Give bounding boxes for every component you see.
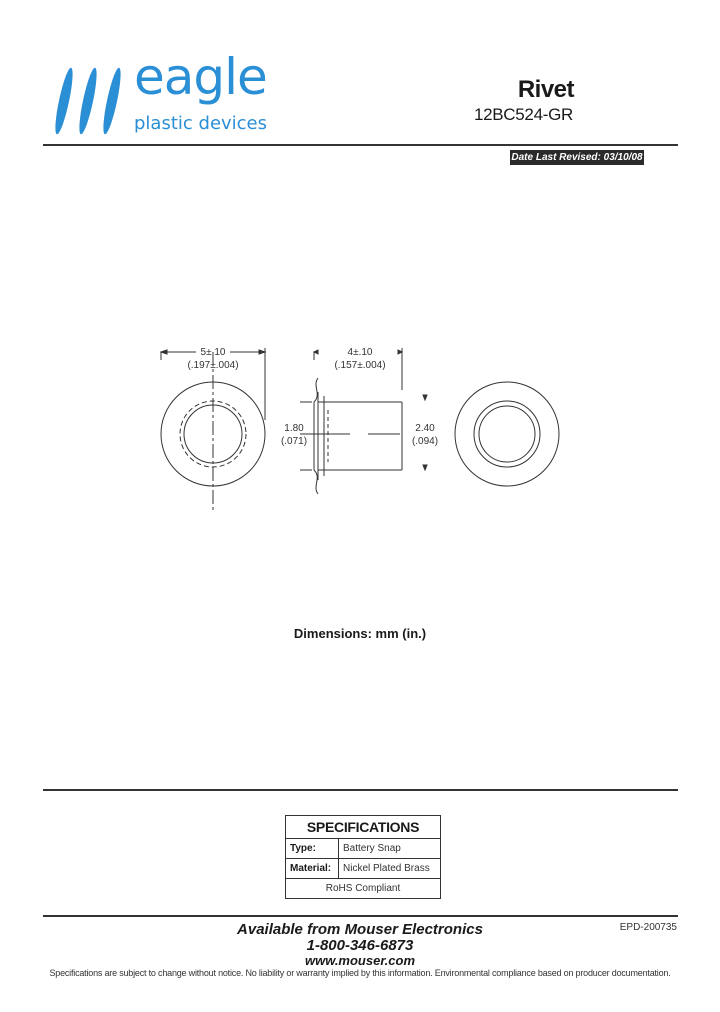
page-title: Rivet [517, 76, 574, 103]
revised-badge [510, 150, 644, 165]
brand-tagline: plastic devices [134, 113, 268, 134]
spec-value: Battery Snap [343, 843, 401, 854]
dimensions-caption: Dimensions: mm (in.) [293, 626, 427, 641]
outer-dim-label: 5±.10 [200, 347, 226, 358]
inner-dim-label: 1.80 [284, 423, 304, 434]
specifications-heading: SPECIFICATIONS [286, 816, 440, 839]
spec-row-material [286, 859, 440, 879]
availability-text: Available from Mouser Electronics [237, 921, 483, 938]
length-dim-label: 4±.10 [347, 347, 373, 358]
disclaimer-text: Specifications are subject to change without notice. No liability or warranty implied by this information. Environmental compliance based on producer documentation. [49, 968, 671, 978]
spec-row-type [286, 839, 440, 859]
back-view [455, 382, 559, 486]
technical-drawing [0, 330, 720, 520]
part-number: 12BC524-GR [473, 105, 573, 124]
header-divider [43, 144, 678, 146]
spec-value: Nickel Plated Brass [343, 863, 430, 874]
rohs-note: RoHS Compliant [325, 883, 401, 894]
revised-label: Date Last Revised: [511, 152, 601, 163]
shank-dim-label: 2.40 [415, 423, 435, 434]
length-dim-inch-label: (.157±.004) [334, 360, 386, 371]
document-code: EPD-200735 [619, 922, 677, 933]
website-link[interactable]: www.mouser.com [304, 953, 416, 968]
inner-dim-inch-label: (.071) [280, 436, 308, 447]
phone-number: 1-800-346-6873 [306, 937, 414, 954]
spec-label: Type: [286, 839, 339, 858]
revised-date: 03/10/08 [603, 152, 643, 163]
brand-name: eagle [134, 48, 267, 106]
spec-label: Material: [286, 859, 339, 878]
outer-dim-inch-label: (.197±.004) [187, 360, 239, 371]
footer-divider [43, 915, 678, 917]
specs-divider [43, 789, 678, 791]
eagle-logo-mark-icon [50, 64, 130, 138]
specifications-table [285, 815, 441, 899]
front-view [161, 348, 265, 510]
shank-dim-inch-label: (.094) [411, 436, 439, 447]
